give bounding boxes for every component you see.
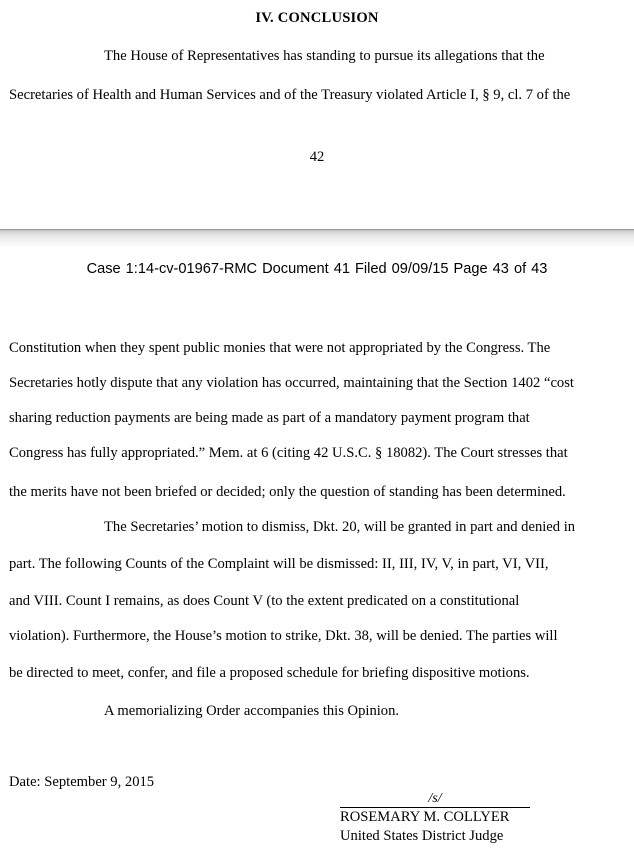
paragraph-line: Secretaries hotly dispute that any violation has occurred, maintaining that the Section 1402 “cost bbox=[9, 375, 574, 391]
paragraph-line: Congress has fully appropriated.” Mem. at 6 (citing 42 U.S.C. § 18082). The Court stresses that bbox=[9, 445, 568, 461]
paragraph-line: and VIII. Count I remains, as does Count V (to the extent predicated on a constitutional bbox=[9, 593, 520, 609]
judge-title: United States District Judge bbox=[340, 828, 504, 844]
paragraph-line: part. The following Counts of the Complaint will be dismissed: II, III, IV, V, in part, VI, VII, bbox=[9, 556, 549, 572]
paragraph-line: Constitution when they spent public monies that were not appropriated by the Congress. The bbox=[9, 340, 551, 356]
page-break-line bbox=[0, 229, 634, 230]
paragraph-line: violation). Furthermore, the House’s motion to strike, Dkt. 38, will be denied. The parties will bbox=[9, 628, 558, 644]
paragraph-line: The Secretaries’ motion to dismiss, Dkt. 20, will be granted in part and denied in bbox=[104, 519, 576, 535]
case-header: Case 1:14-cv-01967-RMC Document 41 Filed 09/09/15 Page 43 of 43 bbox=[86, 261, 548, 277]
paragraph-line: Secretaries of Health and Human Services and of the Treasury violated Article I, § 9, cl. 7 of the bbox=[9, 87, 571, 103]
paragraph-line: A memorializing Order accompanies this Opinion. bbox=[104, 703, 400, 719]
paragraph-line: the merits have not been briefed or decided; only the question of standing has been determined. bbox=[9, 484, 566, 500]
paragraph-line: The House of Representatives has standing to pursue its allegations that the bbox=[104, 48, 545, 64]
page-number: 42 bbox=[309, 149, 325, 165]
paragraph-line: be directed to meet, confer, and file a proposed schedule for briefing dispositive motions. bbox=[9, 665, 530, 681]
page-break-divider bbox=[0, 229, 634, 246]
date-line: Date: September 9, 2015 bbox=[9, 774, 155, 790]
section-heading: IV. CONCLUSION bbox=[255, 10, 379, 26]
paragraph-line: sharing reduction payments are being made as part of a mandatory payment program that bbox=[9, 410, 530, 426]
signature-mark: /s/ bbox=[340, 788, 530, 808]
judge-name: ROSEMARY M. COLLYER bbox=[340, 809, 510, 825]
